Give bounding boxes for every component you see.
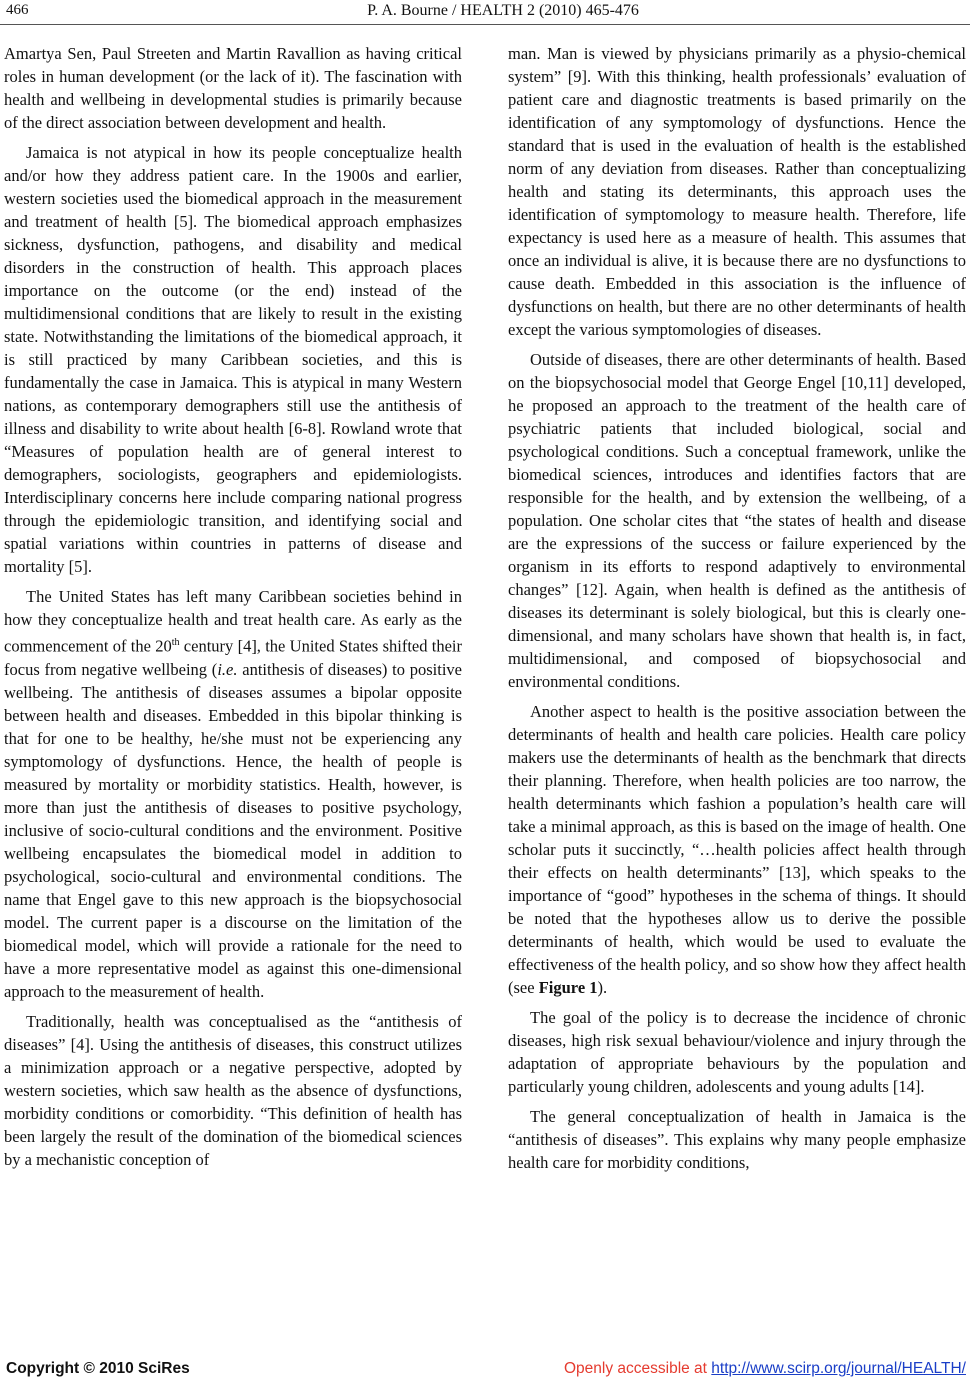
open-access-note: [564, 1360, 966, 1378]
open-access-label: Openly accessible at: [563, 1360, 712, 1377]
paragraph: Jamaica is not atypical in how its people conceptualize health and/or how they address patient care. In the 1900s and earlier, western societies used the biomedical approach in the measurement and treatment of health [5]. The biomedical approach emphasizes sickness, dysfunction, pathogens, and disability and medical disorders in the construction of health. This approach places importance on the outcome (or the end) instead of the multidimensional conditions that are likely to result in the existing state. Notwithstanding the limitations of the biomedical approach, it is still practiced by many Caribbean societies, and this is fundamentally the case in Jamaica. This is atypical in many Western nations, as contemporary demographers still use the antithesis of illness and disability to write about health [6-8]. Rowland wrote that “Measures of population health are of general interest to demographers, sociologists, geographers and epidemiologists. Interdisciplinary concerns here include comparing national progress through the epidemiologic transition, and identifying social and spatial variations within countries in patterns of disease and mortality [5].: [4, 143, 462, 576]
paragraph: The general conceptualization of health in Jamaica is the “antithesis of diseases”. This explains why many people emphasize health care for morbidity conditions,: [508, 1107, 966, 1172]
header-divider: [0, 24, 970, 25]
text-run: antithesis of diseases) to positive wellbeing. The antithesis of diseases assumes a bipolar opposite between health and diseases. Embedded in this bipolar thinking is that for one to be healthy, he/she must not be experiencing any symptomology of dysfunctions. Hence, the health of people is measured by mortality or morbidity statistics. Health, however, is more than just the antithesis of diseases to positive psychology, inclusive of socio-cultural conditions and the environment. Positive wellbeing encapsulates the biomedical model in addition to psychological, socio-cultural and environmental conditions. The name that Engel gave to this new approach is the biopsychosocial model. The current paper is a discourse on the limitation of the biomedical model, which will provide a rationale for the need to have a more representative model as against this one-dimensional approach to the measurement of health.: [4, 659, 463, 1001]
running-header: P. A. Bourne / HEALTH 2 (2010) 465-476: [367, 2, 639, 19]
journal-link[interactable]: http://www.scirp.org/journal/HEALTH/: [711, 1360, 966, 1377]
paragraph: Outside of diseases, there are other determinants of health. Based on the biopsychosocial model that George Engel [10,11] developed, he proposed an approach to the treatment of the health care of psychiatric patients that included biological, social and psychological conditions. Such a conceptual framework, unlike the biomedical sciences, introduces and identifies factors that are responsible for the health, and by extension the wellbeing, of a population. One scholar cites that “the states of health and disease are the expressions of the success or failure experienced by the organism in its efforts to respond adaptively to environmental changes” [12]. Again, when health is defined as the antithesis of diseases its determinant is solely biological, but this is clearly one-dimensional, and many scholars have shown that health is, in fact, multidimensional, and composed of biopsychosocial and environmental conditions.: [508, 350, 966, 691]
text-run: Another aspect to health is the positive association between the determinants of health and health care policies. Health care policy makers use the determinants of health as the benchmark that directs their planning. Therefore, when health policies are too narrow, the health determinants which fashion a population’s health care will take a minimal approach, as this is based on the image of health. One scholar puts it succinctly, “…health policies affect health through their effects on health determinants” [13], which speaks to the importance of “good” hypotheses in the schema of things. It should be noted that the hypotheses allow us to derive the possible determinants of health, which would be used to evaluate the effectiveness of the health policy, and so show how they affect health (see: [508, 702, 966, 997]
paragraph: Traditionally, health was conceptualised as the “antithesis of diseases” [4]. Using the antithesis of diseases, this construct utilizes a minimization approach or a negative perspective, adopted by western societies, which saw health as the absence of dysfunctions, morbidity conditions or comorbidity. “This definition of health has been largely the result of the domination of the biomedical sciences by a mechanistic conception of: [4, 1011, 462, 1169]
text-run: century [4], the United States shifted their focus from negative wellbeing (: [4, 636, 463, 679]
page-number: 466: [6, 2, 29, 18]
copyright-notice: Copyright © 2010 SciRes: [6, 1360, 190, 1377]
left-column: [4, 42, 462, 1178]
figure-reference: Figure 1: [538, 978, 598, 997]
paragraph: [508, 700, 966, 999]
paragraph: [4, 585, 462, 1003]
paragraph: Amartya Sen, Paul Streeten and Martin Ravallion as having critical roles in human development (or the lack of it). The fascination with health and wellbeing in developmental studies is primarily because of the direct association between development and health.: [4, 44, 462, 132]
paragraph: The goal of the policy is to decrease the incidence of chronic diseases, high risk sexual behaviour/violence and injury through the adaptation of appropriate behaviours by the population and particularly young children, adolescents and young adults [14].: [508, 1008, 966, 1096]
superscript: th: [171, 637, 180, 648]
italic-abbreviation: i.e.: [217, 659, 238, 679]
right-column: [508, 42, 966, 1181]
text-run: The United States has left many Caribbean societies behind in how they conceptualize health and treat health care. As early as the commencement of the 20: [4, 587, 462, 656]
text-run: ).: [597, 978, 608, 997]
page-footer: [0, 1360, 970, 1384]
paragraph: man. Man is viewed by physicians primarily as a physio-chemical system” [9]. With this thinking, health professionals’ evaluation of patient care and diagnostic treatments is based primarily on the identification of any symptomology of dysfunctions. Hence the standard that is used in the evaluation of health is the established norm of any deviation from diseases. Rather than conceptualizing health and stating its determinants, this approach uses the identification of symptomology to measure health. Therefore, life expectancy is used here as a measure of health. This assumes that once an individual is alive, it is because there are no dysfunctions to cause death. Embedded in this association is the influence of dysfunctions on health, but there are no other determinants of health except the various symptomologies of diseases.: [508, 44, 966, 339]
